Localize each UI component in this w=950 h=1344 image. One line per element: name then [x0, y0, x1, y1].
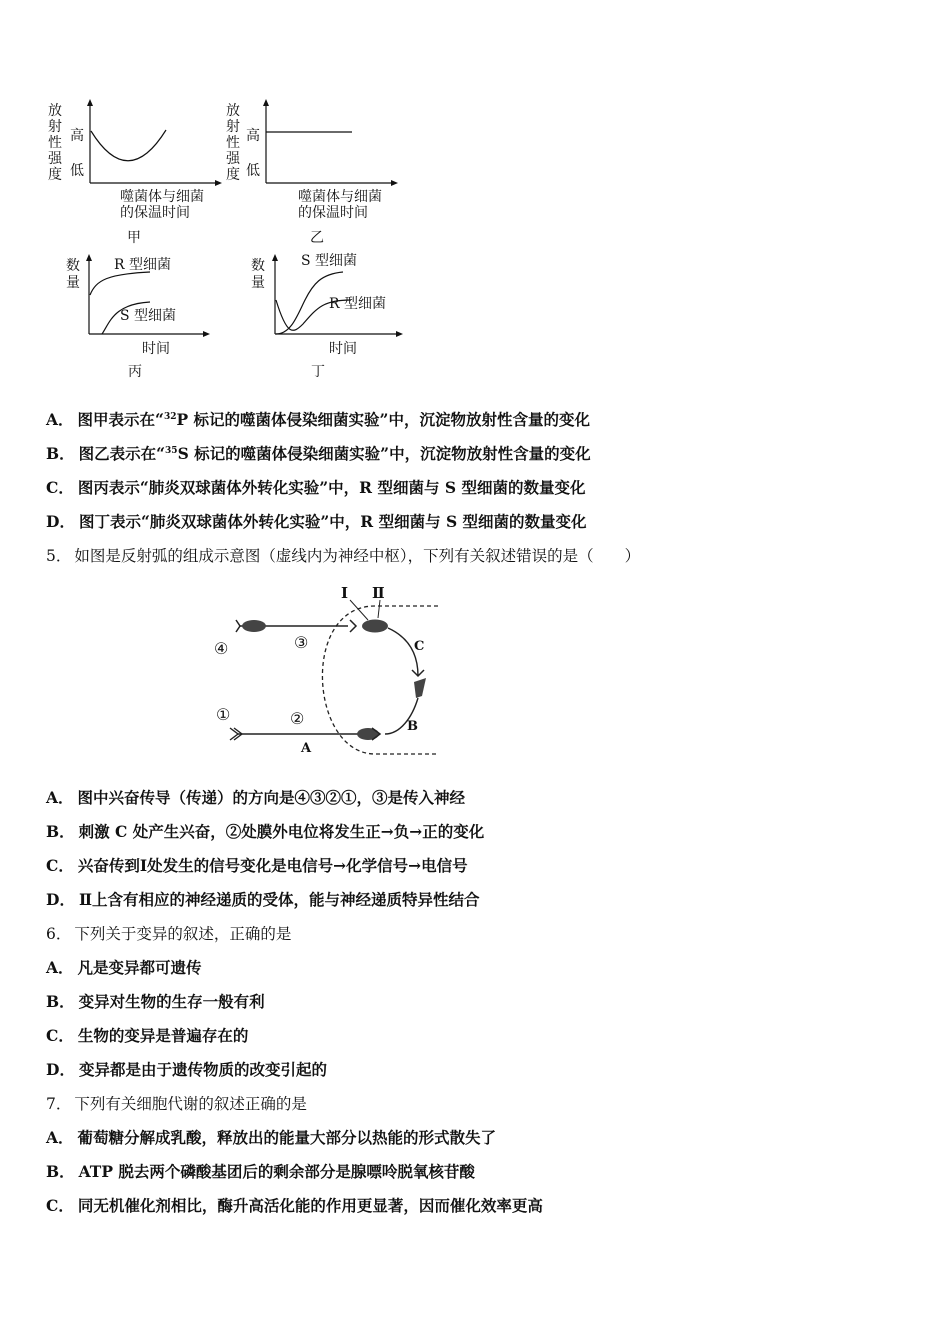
isotope-mass: 35	[165, 446, 178, 456]
x-axis-label: 时间	[142, 341, 170, 357]
graph-ding	[247, 250, 427, 382]
curve-label-s: S 型细菌	[301, 253, 358, 269]
effector-terminal	[236, 620, 240, 632]
option-text: 兴奋传到Ⅰ处发生的信号变化是电信号→化学信号→电信号	[77, 856, 468, 875]
option-label: C．	[46, 1026, 74, 1045]
option-label: B．	[46, 444, 75, 463]
isotope-mass: 32	[163, 412, 177, 422]
y-axis-label-char: 强	[226, 151, 240, 167]
question-text: 下列有关细胞代谢的叙述正确的是	[74, 1095, 307, 1113]
question-number: 5．	[46, 547, 72, 565]
option-label: A．	[46, 1128, 74, 1147]
option-label: A．	[46, 788, 74, 807]
q7-option-a[interactable]	[46, 1128, 916, 1148]
y-axis-label-char: 度	[48, 167, 62, 183]
graph-bing	[60, 250, 230, 382]
option-label: C．	[46, 478, 74, 497]
y-axis-arrow	[263, 99, 269, 106]
option-text: 图丙表示“肺炎双球菌体外转化实验”中，R 型细菌与 S 型细菌的数量变化	[77, 478, 586, 497]
y-axis-arrow	[87, 99, 93, 106]
radioactivity-curve	[91, 130, 166, 161]
high-label: 高	[246, 128, 260, 144]
option-text: 图中兴奋传导（传递）的方向是④③②①，③是传入神经	[77, 788, 466, 807]
q4-option-c[interactable]	[46, 478, 916, 498]
option-text: 图丁表示“肺炎双球菌体外转化实验”中，R 型细菌与 S 型细菌的数量变化	[78, 512, 587, 531]
neuron-cell-body	[362, 620, 388, 633]
x-axis-arrow	[203, 331, 210, 337]
q5-stem	[46, 546, 916, 566]
option-label: A．	[46, 958, 74, 977]
option-label: A．	[46, 410, 74, 429]
label-2: ②	[290, 709, 305, 728]
question-text: 如图是反射弧的组成示意图（虚线内为神经中枢），下列有关叙述错误的是（ ）	[74, 547, 641, 565]
option-text: 生物的变异是普遍存在的	[77, 1026, 249, 1045]
label-3: ③	[294, 633, 309, 652]
high-label: 高	[70, 128, 84, 144]
question-number: 6．	[46, 925, 72, 943]
option-label: D．	[46, 890, 75, 909]
option-text: ATP 脱去两个磷酸基团后的剩余部分是腺嘌呤脱氧核苷酸	[78, 1162, 475, 1181]
y-axis-label-char: 射	[226, 119, 240, 135]
x-axis-label: 的保温时间	[298, 205, 368, 221]
low-label: 低	[70, 163, 84, 179]
q6-option-c[interactable]	[46, 1026, 916, 1046]
neuron-cell-body	[414, 678, 426, 698]
y-axis-label-char: 性	[226, 135, 240, 151]
y-axis-label-char: 放	[48, 103, 62, 119]
q7-option-c[interactable]	[46, 1196, 916, 1216]
curve-label-s: S 型细菌	[120, 308, 177, 324]
label-c: C	[414, 639, 425, 654]
low-label: 低	[246, 163, 260, 179]
y-axis-label-char: 度	[226, 167, 240, 183]
option-label: D．	[46, 1060, 75, 1079]
graph-jia	[40, 95, 230, 250]
x-axis-label: 时间	[329, 341, 357, 357]
option-text: 变异都是由于遗传物质的改变引起的	[78, 1060, 327, 1079]
x-axis-label: 噬菌体与细菌	[120, 189, 204, 205]
x-axis-arrow	[396, 331, 403, 337]
x-axis-arrow	[391, 180, 398, 186]
option-text: 变异对生物的生存一般有利	[78, 992, 265, 1011]
option-label: D．	[46, 512, 75, 531]
curve-label-r: R 型细菌	[329, 296, 386, 312]
q6-stem	[46, 924, 916, 944]
pointer-i	[350, 600, 368, 620]
q5-option-b[interactable]	[46, 822, 916, 842]
label-b: B	[407, 719, 418, 734]
curve-label-r: R 型细菌	[114, 257, 171, 273]
option-label: B．	[46, 992, 75, 1011]
q5-option-c[interactable]	[46, 856, 916, 876]
option-text: 同无机催化剂相比，酶升高活化能的作用更显著，因而催化效率更高	[77, 1196, 543, 1215]
reflex-arc-diagram	[200, 578, 445, 768]
option-text: 图甲表示在“	[77, 410, 164, 429]
question-number: 7．	[46, 1095, 72, 1113]
q6-option-b[interactable]	[46, 992, 916, 1012]
label-4: ④	[214, 639, 229, 658]
pointer-ii	[378, 600, 380, 618]
y-axis-label-char: 性	[48, 135, 62, 151]
option-text: 葡萄糖分解成乳酸，释放出的能量大部分以热能的形式散失了	[77, 1128, 497, 1147]
synapse-i	[350, 620, 356, 632]
q7-stem	[46, 1094, 916, 1114]
y-axis-label-char: 数	[66, 258, 80, 274]
option-text: 图乙表示在“	[78, 444, 166, 463]
label-a: A	[301, 741, 312, 756]
neuron-cell-body	[242, 620, 266, 632]
y-axis-arrow	[272, 254, 278, 261]
q4-option-a[interactable]	[46, 410, 916, 430]
graph-yi	[218, 95, 408, 250]
label-ii: Ⅱ	[372, 584, 385, 602]
option-text: 凡是变异都可遗传	[77, 958, 202, 977]
graph-caption: 丁	[311, 364, 325, 380]
option-text: P 标记的噬菌体侵染细菌实验”中，沉淀物放射性含量的变化	[176, 410, 590, 429]
graph-caption: 乙	[310, 230, 324, 246]
q5-option-d[interactable]	[46, 890, 916, 910]
option-label: B．	[46, 1162, 75, 1181]
option-text: S 标记的噬菌体侵染细菌实验”中，沉淀物放射性含量的变化	[177, 444, 591, 463]
graph-caption: 丙	[128, 364, 142, 380]
question-text: 下列关于变异的叙述，正确的是	[74, 925, 292, 943]
q4-option-d[interactable]	[46, 512, 916, 532]
q6-option-a[interactable]	[46, 958, 916, 978]
y-axis-label-char: 强	[48, 151, 62, 167]
r-type-curve	[90, 272, 150, 295]
q6-option-d[interactable]	[46, 1060, 916, 1080]
option-label: B．	[46, 822, 75, 841]
x-axis-label: 的保温时间	[120, 205, 190, 221]
graph-caption: 甲	[127, 230, 141, 246]
y-axis-label-char: 放	[226, 103, 240, 119]
label-1: ①	[216, 705, 231, 724]
y-axis-label-char: 数	[251, 258, 265, 274]
q5-option-a[interactable]	[46, 788, 916, 808]
option-label: C．	[46, 1196, 74, 1215]
y-axis-label-char: 量	[251, 275, 265, 291]
y-axis-arrow	[86, 254, 92, 261]
option-label: C．	[46, 856, 74, 875]
x-axis-label: 噬菌体与细菌	[298, 189, 382, 205]
neuron-cell-body	[357, 728, 379, 740]
q4-option-b[interactable]	[46, 444, 916, 464]
label-i: Ⅰ	[341, 584, 349, 602]
y-axis-label-char: 射	[48, 119, 62, 135]
y-axis-label-char: 量	[66, 275, 80, 291]
option-text: 刺激 C 处产生兴奋，②处膜外电位将发生正→负→正的变化	[78, 822, 485, 841]
q7-option-b[interactable]	[46, 1162, 916, 1182]
option-text: Ⅱ上含有相应的神经递质的受体，能与神经递质特异性结合	[78, 890, 480, 909]
